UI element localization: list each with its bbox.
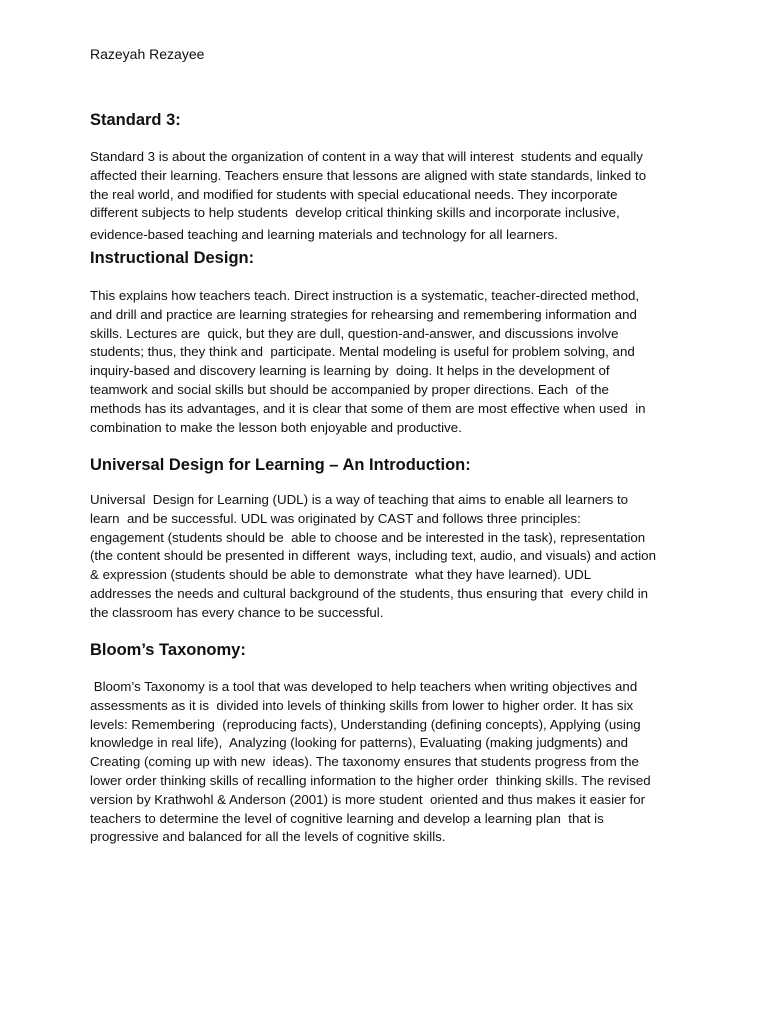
paragraph-line: Creating (coming up with new ideas). The taxonomy ensures that students progress from the (90, 754, 639, 770)
paragraph-line: levels: Remembering (reproducing facts), Understanding (defining concepts), Applying (using (90, 716, 641, 732)
paragraph-line: lower order thinking skills of recalling information to the higher order thinking skills. The revised (90, 772, 651, 788)
paragraph-line: teachers to determine the level of cognitive learning and develop a learning plan that is (90, 810, 604, 826)
author-name: Razeyah Rezayee (90, 46, 205, 62)
paragraph-line: version by Krathwohl & Anderson (2001) is more student oriented and thus makes it easier for (90, 791, 646, 807)
paragraph-line: & expression (students should be able to demonstrate what they have learned). UDL (90, 567, 592, 583)
paragraph-line: evidence-based teaching and learning materials and technology for all learners. (90, 227, 558, 243)
section-paragraph-instructional-design (90, 287, 690, 437)
paragraph-line: knowledge in real life), Analyzing (looking for patterns), Evaluating (making judgments) and (90, 735, 629, 751)
paragraph-line: assessments as it is divided into levels of thinking skills from lower to higher order. It has six (90, 697, 634, 713)
paragraph-line: the classroom has every chance to be successful. (90, 604, 384, 620)
paragraph-line: methods has its advantages, and it is clear that some of them are most effective when used in (90, 400, 646, 416)
paragraph-line: inquiry-based and discovery learning is learning by doing. It helps in the development of (90, 363, 610, 379)
section-heading-blooms-taxonomy: Bloom’s Taxonomy: (90, 641, 246, 659)
paragraph-line: This explains how teachers teach. Direct instruction is a systematic, teacher-directed method, (90, 288, 640, 303)
paragraph-line: Universal Design for Learning (UDL) is a way of teaching that aims to enable all learners to (90, 492, 629, 507)
paragraph-line: teamwork and social skills but should be accompanied by proper directions. Each of the (90, 381, 609, 397)
section-paragraph-udl (90, 491, 690, 623)
section-heading-udl: Universal Design for Learning – An Introduction: (90, 456, 471, 474)
paragraph-line: affected their learning. Teachers ensure that lessons are aligned with state standards, linked to (90, 167, 647, 183)
paragraph-line: engagement (students should be able to choose and be interested in the task), representation (90, 529, 646, 545)
paragraph-line: (the content should be presented in different ways, including text, audio, and visuals) and action (90, 548, 656, 564)
section-paragraph-standard-3 (90, 148, 690, 245)
paragraph-line: learn and be successful. UDL was originated by CAST and follows three principles: (90, 510, 581, 526)
paragraph-line: addresses the needs and cultural background of the students, thus ensuring that every child in (90, 585, 649, 601)
section-heading-instructional-design: Instructional Design: (90, 249, 255, 267)
paragraph-line: combination to make the lesson both enjoyable and productive. (90, 419, 462, 435)
paragraph-line: students; thus, they think and participate. Mental modeling is useful for problem solving, and (90, 344, 635, 360)
paragraph-line: different subjects to help students develop critical thinking skills and incorporate inclusive, (90, 205, 620, 221)
paragraph-line: Bloom’s Taxonomy is a tool that was developed to help teachers when writing objectives and (90, 679, 638, 694)
paragraph-line: progressive and balanced for all the levels of cognitive skills. (90, 829, 446, 845)
paragraph-line: Standard 3 is about the organization of content in a way that will interest students and equally (90, 149, 643, 164)
section-heading-standard-3: Standard 3: (90, 111, 181, 129)
paragraph-line: skills. Lectures are quick, but they are dull, question-and-answer, and discussions involve (90, 325, 619, 341)
paragraph-line: and drill and practice are learning strategies for rehearsing and remembering information and (90, 306, 637, 322)
paragraph-line: the real world, and modified for students with special educational needs. They incorporate (90, 186, 618, 202)
section-paragraph-blooms-taxonomy (90, 678, 690, 847)
